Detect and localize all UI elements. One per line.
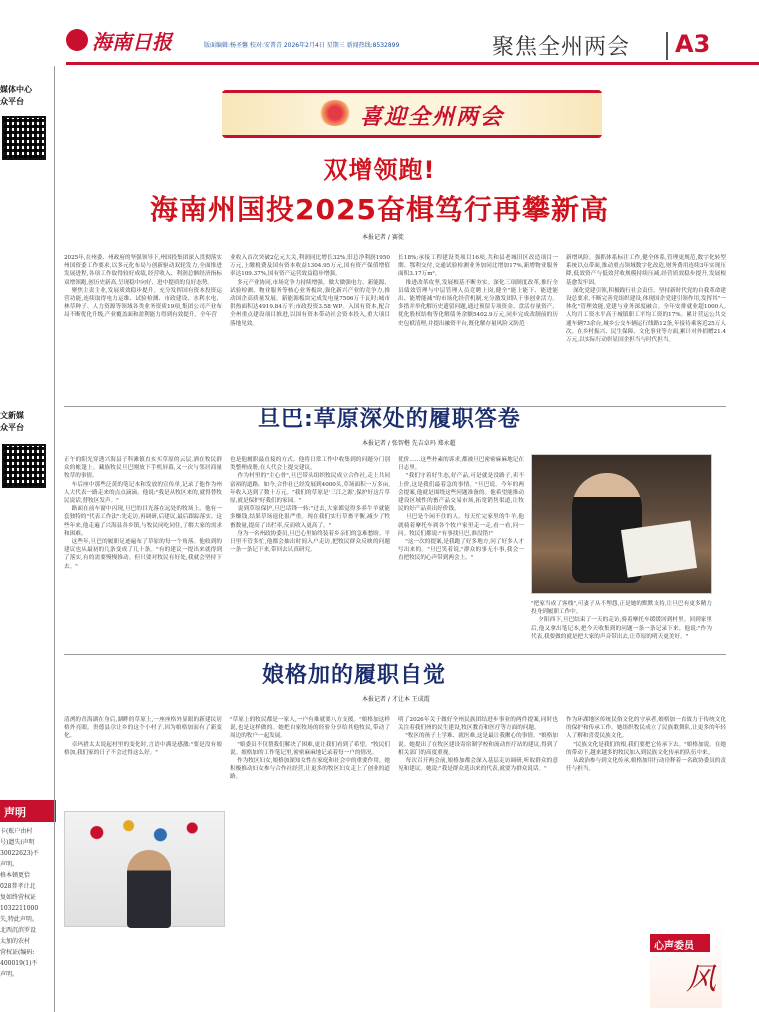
article1-headline-main: 海南州国投2025奋楫笃行再攀新高 bbox=[150, 193, 609, 226]
article2-col2: 也是他履职最直接的方式。他将日常工作中收集到的问题分门别类整理成册,在人代会上提交建议。 作为村里的"主心骨",旦巴带头组织牧民成立合作社,走上共同富裕的道路。如今,合作社已经发展到4000头,草场面积一万多亩,年收入达到了数十万元。"我们的草原是'三江之源',保护好这片草原,就是保护好我们的家园。" 说到草原保护,旦巴话锋一转:"过去,大家都觉得多养牛羊就能多赚钱,结果草场退化很严重。现在我们实行草畜平衡,减少了牲畜数量,提高了出栏率,反而收入更高了。" 身为一名州政协委员,旦巴心里始终装着乡亲们的急难愁盼。平日里不管多忙,他都会抽出时间入户走访,把牧民群众反映的问题一条一条记下来,带回去认真研究。 bbox=[230, 457, 390, 554]
article2-col1: 正午的阳光穿透兴海县子科滩镇直亥买草原的云层,洒在牧民群众的帐篷上。藏族牧民旦巴刚放下手机屏幕,又一次与邻居商量牧草的事情。 车后座中那些泛黄的笔记本和发放的宣传单,记录了他作为州人大代表一路走来的点点滴滴。他说:"我是从牧区来的,就得替牧民说话,替牧区发声。" 路面在前车窗中闪现,旦巴的目光落在远处的牧场上。他有一套独特的"代表工作法":先走访,再调研,后建议,最后跟踪落实。这些年来,他走遍了兴海县各乡镇,与牧民同吃同住,了解大家的需求和困难。 这些年,旦巴的履职足迹遍布了草原的每一个角落。他收到的建议也从最初的几条变成了几十条。"有的建议一提出来就得到了落实,有的需要慢慢推动。但只要对牧民有好处,我就会坚持下去。" bbox=[64, 457, 222, 570]
column-badge-ribbon: 心声委员 bbox=[650, 934, 710, 952]
article2-col3: 优价……这些朴素的诉求,都被旦巴密密麻麻地记在日志里。 "我们守着好生态,好产品,可是就是没路子,卖不上价,这是我们最着急的事情。"旦巴说。今年的两会提案,他就是围绕这些问题准备的。他希望能推动建设区域性的畜产品交易市场,拓宽销售渠道,让牧民的好产品卖出好价钱。 旦巴是个闲不住的人。每天忙完家里的牛羊,他就骑着摩托车到各个牧户家里走一走,看一看,问一问。牧民们都说:"有事找旦巴,准没错!" "这一次的提案,是我跑了好多地方,问了好多人才写出来的。"旦巴笑着说,"群众的事无小事,我会一直把牧民的心声带到两会上。" bbox=[398, 457, 524, 562]
article1-col2: 业收入首次突破2亿元大关,利润同比增长32%,旧总净利润1950万元,上缴税费及国有资本收益1304.95万元,国有资产保值增值率达109.37%,国有资产运营效益稳步增强。 多元产业协同,市场竞争力持续增强。做大做强电力、新能源、试验检测、物业服务等核心业务板块,强化新兴产业的竞争力,推动国企高质量发展。新能源板块完成发电量7506万千瓦时;城市供热面积达4919.84万平;市政投资3.58 WP。入国有资本,配合全州重点建设项目推进,以国有资本带动社会资本投入,重大项目落地见效。 bbox=[230, 255, 390, 327]
section-title: 聚焦全州两会 bbox=[492, 35, 631, 60]
column-badge bbox=[650, 924, 722, 1008]
media-center-heading: 媒体中心 众平台 bbox=[0, 85, 32, 106]
article3-col3: 明了2026年关于做好全州民族团结进步事业的两件提案,同时也关注着我们州的民生建设,牧区教育和医疗等方面的问题。 "牧区的孩子上学难、就医难,这是最让我揪心的事情。"娘格加说。她提出了在牧区建设寄宿制学校和流动医疗站的建议,得到了相关部门的高度重视。 每次召开两会前,娘格加都会深入基层走访调研,听取群众的意见和建议。她说:"我是群众选出来的代表,就要为群众说话。" bbox=[398, 717, 558, 773]
article3-col4: 作为环湖地区传统民俗文化的守承者,娘格加一直致力于传统文化的保护和传承工作。她组织牧民成立了民族歌舞队,让更多的年轻人了解和喜爱民族文化。 "民族文化是我们的根,我们要把它传承下去。"娘格加说。在她的带动下,越来越多的牧民加入到民族文化传承的队伍中来。 从政治参与到文化传承,娘格加用行动诠释着一名政协委员的责任与担当。 bbox=[566, 717, 726, 773]
article1-byline: 本报记者 / 赛徙 bbox=[362, 234, 404, 241]
newspaper-logo bbox=[66, 26, 176, 54]
header-rule bbox=[66, 62, 759, 65]
article3-col1: 清冽的青海湖在身后,湖畔的草原上,一座座格外显眼的新建民居格外亮眼。贵德县尕让乡的这个小村子,因为娘格加而有了新变化。 卓玛措太太说起村里的变化时,言语中满是感激:"要是没有娘格加,我们家的日子不会过得这么好。" bbox=[64, 717, 222, 756]
article1-col1: 2025年,在州委、州政府的坚强领导下,州国投集团深入贯彻落实州国资委工作要求,以多元化布局与创新驱动双轮发力,全面推进发展进程,各项工作取得较好成绩,经营收入、利润总额经济指标双增领跑,创历史新高,呈现稳中向好、进中提质的良好态势。 聚焦主责主业,发展质效稳步提升。充分发挥国有资本投资运营功能,连续取得电力运维、试验检测、市政建设、水利水电、林草种子、人力资源等领域各类业务资质19项,集团公司产业布局不断优化升级,产业覆盖面和盈利能力得到有效提升。全年营 bbox=[64, 255, 222, 319]
logo-emblem-icon bbox=[66, 29, 88, 51]
statement-text: 卡(账户由村 号)遗失(声明 30022623)不 声明。 格本顿更恰 028普孝计北 复如终营权证 1032211000 失,特此声明。 北西沉滨罗设 太加的农村 营权证(编码: 400019(1)不 声明。 bbox=[0, 828, 39, 978]
article2-byline: 本报记者 / 张智楷 先吉卓玛 郑永超 bbox=[362, 440, 456, 447]
header-divider bbox=[666, 32, 668, 60]
article3-photo bbox=[64, 811, 225, 927]
article2-photo bbox=[531, 454, 712, 594]
official-figure bbox=[127, 850, 171, 928]
article3-col2: "草原上的牧民都是一家人,一户有难就要八方支援。"娘格加这样说,也是这样做的。她把自家牧场的经验分享给其他牧民,带动了周边的牧户一起发展。 "娘委员不仅帮我们解决了困难,更让我们看到了希望。"牧民们说。娘格加的工作笔记里,密密麻麻地记录着每一户的情况。 作为牧区妇女,娘格加深知女性在家庭和社会中的重要作用。她积极推动妇女参与合作社经营,让更多的牧区妇女走上了创业的道路。 bbox=[230, 717, 390, 781]
qr-code-icon-2[interactable] bbox=[2, 444, 46, 488]
article3-byline: 本报记者 / 才让本 王成霞 bbox=[362, 696, 430, 703]
topic-banner bbox=[222, 90, 602, 138]
article1-col4: 新增风险。强抓体系标注工作,健全体系,管理更规范,数字化转型系统以点带面,推动重点领域数字化改造,财务费用连续3年实现压降,低效资产与低效营收规模持续压减,经营质效稳步提升,发展根基愈发牢固。 深化党建引领,积极践行社会责任。坚持新时代党的自我革命建设总要求,不断完善党组织建设,体现国企党建引领作用,发挥其"一体化"管理效能,党建与业务深度融合。全年安排就业超1000人,人均月工资水平高于城镇职工平均工资的17%。累计营运公共交通车辆73余台,城乡公交车辆运行线路12条,年接待乘客近25万人次。在乡村振兴、民生保障、文化事业等方面,累计对外捐赠21.4万元,以实际行动彰显国企担当与时代担当。 bbox=[566, 255, 726, 344]
notebook-figure bbox=[621, 520, 697, 577]
statement-label: 声明 bbox=[0, 800, 56, 822]
banner-title: 喜迎全州两会 bbox=[360, 104, 505, 130]
new-media-heading: 文新媒 众平台 bbox=[0, 411, 24, 432]
edition-info: 版面编辑:杨圣馨 校对:安普青 2026年2月4日 星期三 新闻热线:8532899 bbox=[204, 42, 400, 49]
article2-col4: "把家当成了客栈",可妻子从不埋怨,正是她的默默支持,让旦巴有更多精力投身到履职工作中。 夕阳西下,旦巴结束了一天的走访,骑着摩托车缓缓回到村里。回到家里后,他又拿出笔记本,把今天收集到的问题一条一条记录下来。他说:"作为代表,我要做的就是把大家的声音带出去,让草原的明天更美好。" bbox=[531, 601, 712, 640]
section-divider-2 bbox=[64, 654, 726, 655]
article1-headline-top: 双增领跑! bbox=[323, 156, 436, 184]
article2-headline: 旦巴:草原深处的履职答卷 bbox=[258, 407, 521, 432]
banner-top-stripe bbox=[222, 90, 602, 93]
logo-name: 海南日报 bbox=[92, 29, 172, 54]
article3-headline: 娘格加的履职自觉 bbox=[262, 663, 447, 688]
column-badge-glyph: 风 bbox=[686, 962, 716, 997]
flower-icon bbox=[318, 100, 352, 126]
banner-bottom-stripe bbox=[222, 135, 602, 138]
page-number: A3 bbox=[675, 30, 711, 58]
article1-col3: 长18%;承接工程建设类项目16项,共和县老城旧区改造项目一期、鄂利交付,交通试验检测业务加同比增加17%,新增物业服务面积3.17万m²。 推进改革攻坚,发展根基不断夯实。深化三项制度改革,推行全员绩效管理与中层管理人员竞聘上岗,健全"能上能下、能进能出、能增能减"的市场化经营机制,充分激发团队干事创业活力。多措并举化解历史遗留问题,通过预留专项资金、盘活存量资产、优化股权结构等化解债务余额5402.9万元,同步完成改制前的历史包袱清理,并提出融资平台,既化解存量风险又防范 bbox=[398, 255, 558, 327]
